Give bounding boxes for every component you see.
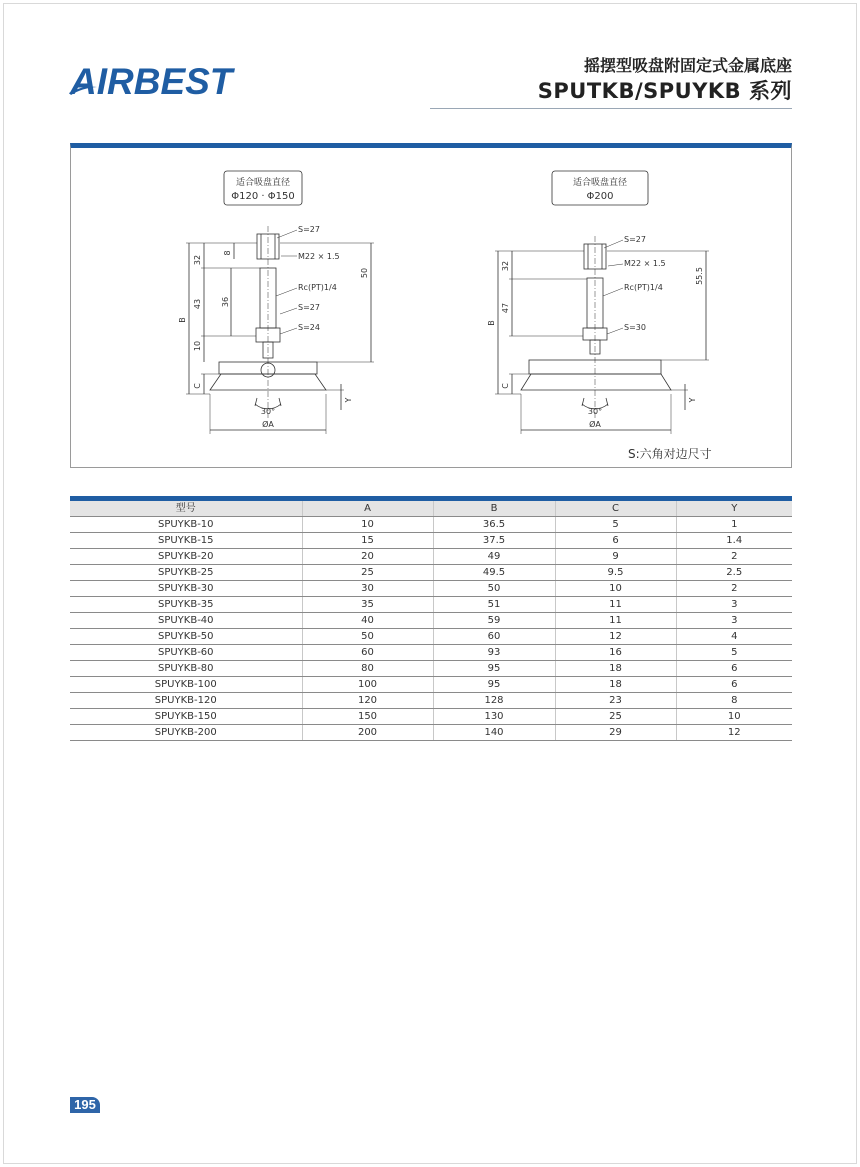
table-row [70,725,792,741]
cell-model: SPUYKB-35 [70,597,302,613]
col-header-b: B [433,499,555,517]
cell-a: 25 [302,565,433,581]
cell-a: 60 [302,645,433,661]
cell-b: 59 [433,613,555,629]
cell-b: 130 [433,709,555,725]
table-row [70,629,792,645]
cell-c: 9.5 [555,565,676,581]
cell-b: 95 [433,661,555,677]
right-angle-label: 30° [587,407,603,416]
left-dim-10: 10 [193,340,202,352]
col-header-c: C [555,499,676,517]
cell-b: 128 [433,693,555,709]
page-subtitle: 摇摆型吸盘附固定式金属底座 [583,56,792,75]
header-divider [430,108,792,109]
table-row [70,517,792,533]
left-caption-line1: 适合吸盘直径 [235,178,291,188]
cell-y: 4 [676,629,792,645]
right-label-port: Rc(PT)1/4 [624,283,663,292]
right-dim-47: 47 [501,302,510,314]
cell-model: SPUYKB-30 [70,581,302,597]
page-number: 195 [70,1097,100,1113]
left-dim-43: 43 [193,298,202,310]
left-label-s24: S=24 [298,323,320,332]
right-label-s27-top: S=27 [624,235,646,244]
cell-c: 11 [555,613,676,629]
cell-b: 37.5 [433,533,555,549]
cell-model: SPUYKB-120 [70,693,302,709]
cell-c: 18 [555,661,676,677]
table-row [70,709,792,725]
logo-text: AIRBEST [70,61,233,102]
left-caption-line2: Φ120 · Φ150 [231,191,295,202]
table-row [70,677,792,693]
cell-model: SPUYKB-200 [70,725,302,741]
cell-model: SPUYKB-100 [70,677,302,693]
cell-a: 10 [302,517,433,533]
table-row [70,549,792,565]
left-dim-50: 50 [360,267,369,279]
cell-a: 50 [302,629,433,645]
cell-a: 200 [302,725,433,741]
cell-c: 16 [555,645,676,661]
cell-y: 2 [676,581,792,597]
right-dim-32: 32 [501,260,510,272]
logo-swoosh-icon [68,84,98,96]
cell-y: 3 [676,613,792,629]
dimension-diagram-panel [70,143,792,468]
cell-c: 10 [555,581,676,597]
cell-y: 5 [676,645,792,661]
left-label-s27-mid: S=27 [298,303,320,312]
cell-y: 2 [676,549,792,565]
cell-a: 30 [302,581,433,597]
cell-a: 100 [302,677,433,693]
left-dim-b: B [178,317,187,323]
cell-a: 150 [302,709,433,725]
table-row [70,645,792,661]
left-dim-8: 8 [223,250,232,256]
header-titles [538,55,792,105]
cell-c: 18 [555,677,676,693]
cell-model: SPUYKB-50 [70,629,302,645]
cell-a: 35 [302,597,433,613]
cell-c: 11 [555,597,676,613]
table-row [70,533,792,549]
right-suction-cup [521,374,671,390]
table-row [70,565,792,581]
cell-model: SPUYKB-25 [70,565,302,581]
left-dim-32: 32 [193,254,202,266]
cell-b: 50 [433,581,555,597]
cell-b: 93 [433,645,555,661]
cell-y: 1 [676,517,792,533]
cell-c: 9 [555,549,676,565]
cell-y: 12 [676,725,792,741]
left-dim-y: Y [344,397,353,403]
right-label-s30: S=30 [624,323,646,332]
cell-b: 51 [433,597,555,613]
col-header-y: Y [676,499,792,517]
cell-c: 5 [555,517,676,533]
cell-c: 6 [555,533,676,549]
cell-c: 25 [555,709,676,725]
left-dim-36: 36 [221,296,230,308]
cell-a: 20 [302,549,433,565]
cell-a: 15 [302,533,433,549]
cell-b: 95 [433,677,555,693]
spec-table [70,496,792,741]
table-row [70,597,792,613]
cell-model: SPUYKB-150 [70,709,302,725]
right-label-thread: M22 × 1.5 [624,259,666,268]
cell-b: 140 [433,725,555,741]
right-caption-line1: 适合吸盘直径 [572,178,628,188]
cell-y: 6 [676,661,792,677]
cell-a: 80 [302,661,433,677]
table-header-row [70,499,792,517]
left-label-thread: M22 × 1.5 [298,252,340,261]
col-header-a: A [302,499,433,517]
cell-y: 6 [676,677,792,693]
cell-c: 12 [555,629,676,645]
cell-c: 23 [555,693,676,709]
cell-c: 29 [555,725,676,741]
col-header-model: 型号 [70,499,302,517]
cell-y: 10 [676,709,792,725]
right-dim-b: B [487,320,496,326]
cell-b: 49 [433,549,555,565]
dimension-drawing [71,148,791,466]
table-row [70,581,792,597]
cell-b: 49.5 [433,565,555,581]
right-caption-line2: Φ200 [586,191,614,202]
airbest-logo [70,62,232,102]
left-label-port: Rc(PT)1/4 [298,283,337,292]
cell-model: SPUYKB-10 [70,517,302,533]
cell-model: SPUYKB-15 [70,533,302,549]
cell-b: 36.5 [433,517,555,533]
left-label-s27-top: S=27 [298,225,320,234]
cell-y: 8 [676,693,792,709]
cell-y: 1.4 [676,533,792,549]
table-row [70,693,792,709]
cell-y: 2.5 [676,565,792,581]
cell-y: 3 [676,597,792,613]
right-dim-y: Y [688,397,697,403]
cell-model: SPUYKB-80 [70,661,302,677]
cell-model: SPUYKB-20 [70,549,302,565]
left-dim-c: C [193,383,202,389]
cell-a: 40 [302,613,433,629]
right-dim-c: C [501,383,510,389]
cell-model: SPUYKB-60 [70,645,302,661]
table-row [70,613,792,629]
cell-model: SPUYKB-40 [70,613,302,629]
table-row [70,661,792,677]
right-dim-55-5: 55.5 [695,267,704,285]
left-dia-label: ØA [262,420,274,429]
right-dia-label: ØA [589,420,601,429]
hex-size-note: S:六角对边尺寸 [628,447,712,461]
cell-b: 60 [433,629,555,645]
page-title: SPUTKB/SPUYKB 系列 [537,79,792,103]
left-angle-label: 30° [260,407,276,416]
cell-a: 120 [302,693,433,709]
